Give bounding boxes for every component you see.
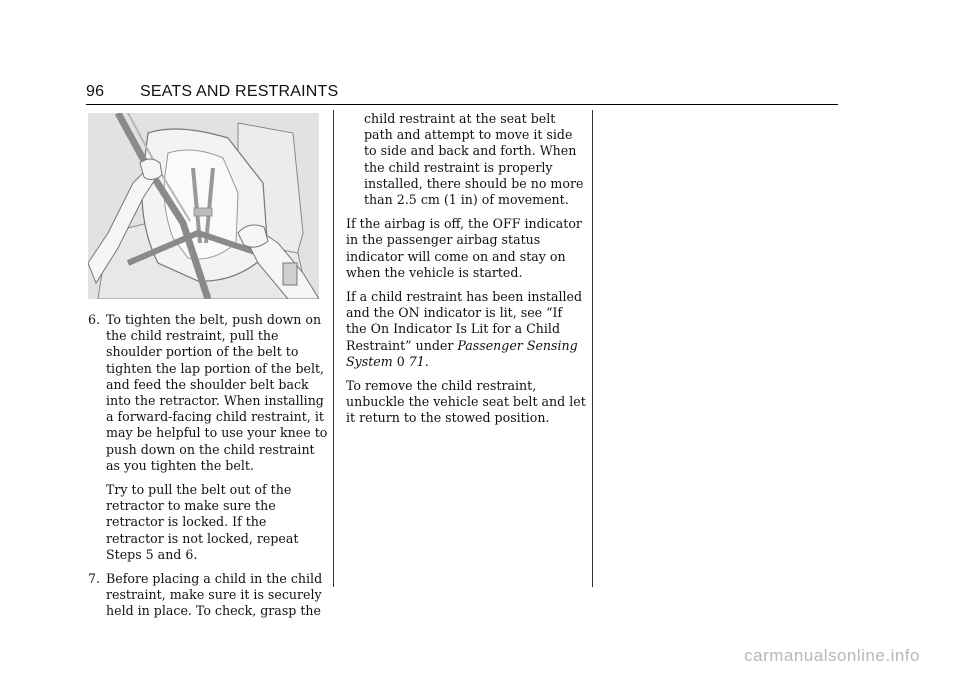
page-number: 96 (86, 83, 105, 100)
step-6-text: To tighten the belt, push down on the child restraint, pull the shoulder portion of the belt to tighten the lap portion of the belt, and feed the shoulder belt back into the retractor. When installing a forward-facing child restraint, it may be helpful to use your knee to push down on the child restraint as you tighten the belt. (106, 312, 328, 473)
page-header (86, 82, 838, 105)
step-6 (88, 312, 328, 563)
step-7 (88, 571, 328, 620)
child-restraint-illustration (88, 113, 319, 299)
paragraph-remove-restraint: To remove the child restraint, unbuckle the vehicle seat belt and let it return to the stowed position. (346, 378, 586, 426)
paragraph-text: If a child restraint has been installed and the ON indicator is lit, see “If the On Indicator Is Lit for a Child Restraint” under (346, 289, 583, 353)
step-7-text: Before placing a child in the child restraint, make sure it is securely held in place. To check, grasp the (106, 571, 323, 619)
watermark: carmanualsonline.info (744, 646, 920, 665)
section-title: SEATS AND RESTRAINTS (140, 83, 339, 100)
sentence-end: . (424, 353, 429, 369)
step-number: 6. (88, 312, 101, 327)
paragraph-on-indicator (346, 289, 586, 370)
column-divider (592, 110, 593, 587)
column-divider (333, 110, 334, 587)
step-number: 7. (88, 571, 101, 587)
step-6-subtext: Try to pull the belt out of the retractor to make sure the retractor is locked. If the retractor is not locked, repeat Steps 5 and 6. (106, 482, 299, 562)
page-ref-number[interactable]: 71 (408, 353, 425, 369)
page-ref-arrow-icon: 0 (396, 353, 405, 369)
paragraph-airbag-off: If the airbag is off, the OFF indicator in the passenger airbag status indicator will come on and stay on when the vehicle is started. (346, 216, 582, 280)
passenger-sensing-link[interactable]: Passenger Sensing System (346, 337, 578, 369)
step-7-continued: child restraint at the seat belt path and attempt to move it side to side and back and forth. When the child restraint is properly installed, there should be no more than 2.5 cm (1 in) of movement. (364, 111, 584, 208)
text-column-1 (88, 312, 328, 628)
text-column-2 (346, 111, 586, 435)
